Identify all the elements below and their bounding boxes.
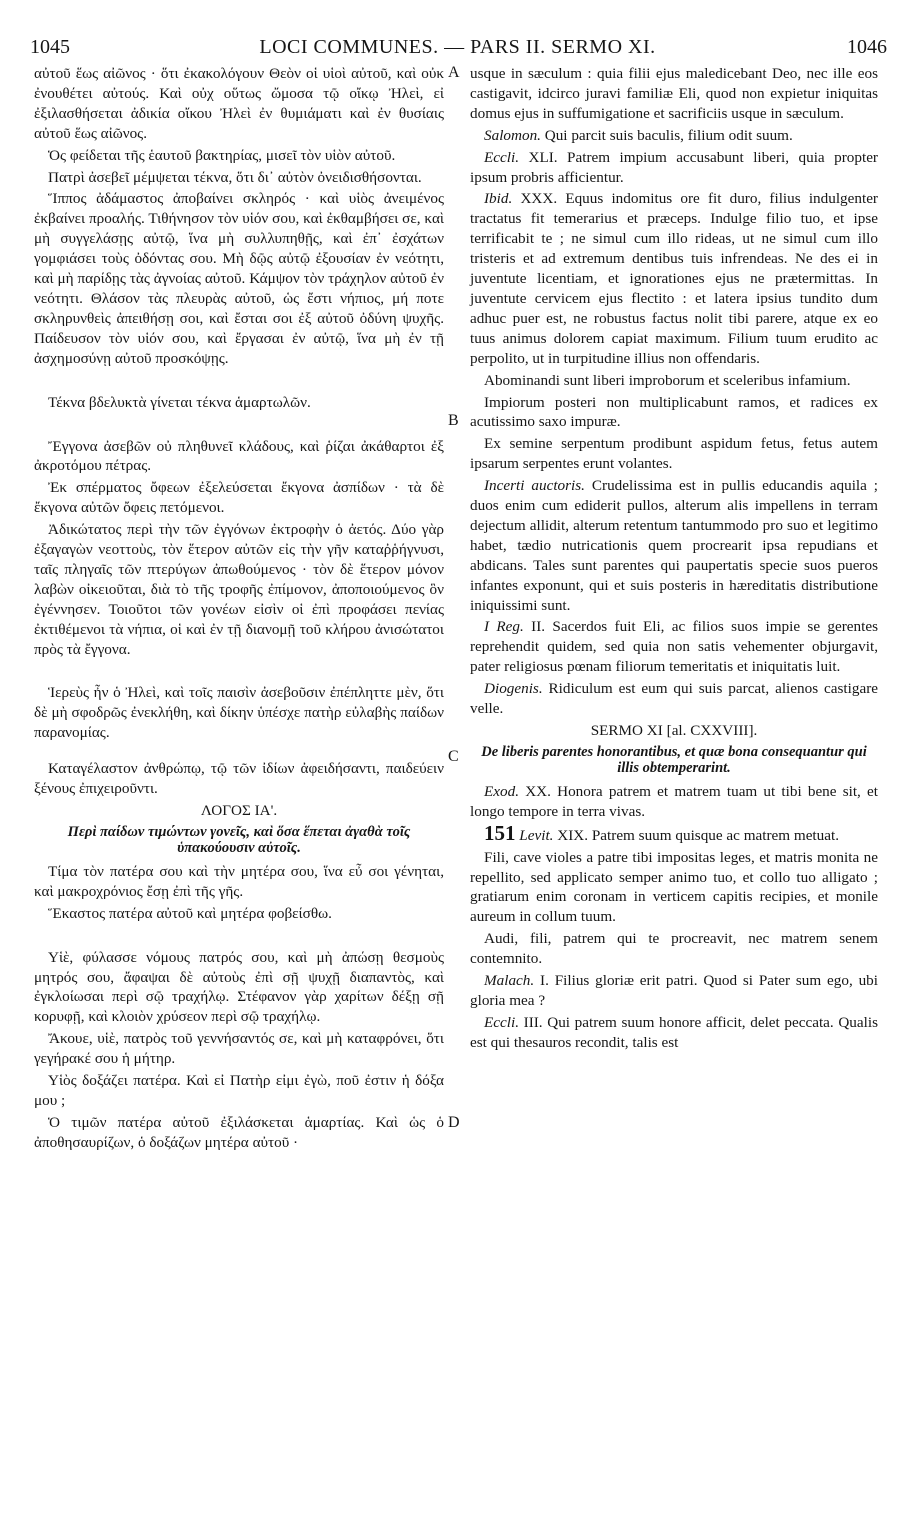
sermo-heading: SERMO XI [al. CXXVIII]. <box>590 722 758 739</box>
latin-paragraph: Fili, cave violes a patre tibi impositas leges, et matris monita ne repellito, sed applicato semper animo tuo, et collo tuo alligato ; gratiarum enim coronam in verticem capitis recipies, et monile aureum in collum tuum. <box>470 848 878 926</box>
source-reference: Malach. <box>484 972 535 990</box>
greek-paragraph: Τέκνα βδελυκτὰ γίνεται τέκνα ἁμαρτωλῶν. <box>48 393 311 411</box>
greek-paragraph: Ἕκαστος πατέρα αὐτοῦ καὶ μητέρα φοβείσθω. <box>48 904 332 922</box>
greek-paragraph: αὐτοῦ ἕως αἰῶνος · ὅτι ἐκακολόγουν Θεὸν οἱ υἱοὶ αὐτοῦ, καὶ οὐκ ἐνουθέτει αὐτούς. Καὶ οὐχ οὕτως ὤμοσα τῷ οἴκῳ Ἠλεὶ, εἰ ἐξιλασθήσεται ἀδικία οἴκου Ἠλεὶ ἐν θυμιάματι καὶ ἐν θυσίαις αὐτοῦ ἕως αἰῶνος. <box>34 65 444 142</box>
latin-paragraph: Eccli. III. Qui patrem suum honore afficit, delet peccata. Qualis est qui thesauros recondit, talis est <box>470 1013 878 1051</box>
latin-paragraph: Exod. XX. Honora patrem et matrem tuam ut tibi bene sit, et longo tempore in terra vivas. <box>470 782 878 820</box>
source-reference: Eccli. <box>484 148 519 166</box>
latin-paragraph: Salomon. Qui parcit suis baculis, filium odit suum. <box>484 126 793 144</box>
latin-paragraph: Incerti auctoris. Crudelissima est in pullis educandis aquila ; duos enim cum ediderit pullos, alterum alis impellens in terram dejectum allidit, alterum retentum tantummodo pro suo et legitimo habet, tædio nutricationis quem procrearit ipsa repudians et abdicans. Tales sunt parentes qui paupertatis specie suos pueros infantes exponunt, qui et suis posteris in hæreditatis distributione iniquissimi sunt. <box>470 477 879 614</box>
greek-paragraph: Ἄκουε, υἱὲ, πατρὸς τοῦ γεννήσαντός σε, καὶ μὴ καταφρόνει, ὅτι γεγήρακέ σου ἡ μήτηρ. <box>34 1030 444 1068</box>
source-reference: Incerti auctoris. <box>484 477 585 495</box>
margin-letter-a: A <box>448 64 460 81</box>
latin-paragraph: I Reg. II. Sacerdos fuit Eli, ac filios suos impie se gerentes reprehendit quidem, sed quia non satis vehementer objurgavit, pater religiosus pœnam filiorum temeritatis et iniquitatis luit. <box>470 618 879 676</box>
source-reference: Exod. <box>484 782 520 800</box>
greek-paragraph: Ἔγγονα ἀσεβῶν οὐ πληθυνεῖ κλάδους, καὶ ῥίζαι ἀκάθαρτοι ἐξ ἀκροτόμου πέτρας. <box>34 437 444 475</box>
page-number-right: 1046 <box>847 36 887 58</box>
logos-subheading: Περὶ παίδων τιμώντων γονεῖς, καὶ ὅσα ἕπεται ἀγαθὰ τοῖς ὑπακούουσιν αὐτοῖς. <box>67 823 411 856</box>
latin-column <box>470 64 878 1055</box>
running-header <box>28 36 887 62</box>
greek-paragraph: Ἵππος ἀδάμαστος ἀποβαίνει σκληρός · καὶ υἱὸς ἀνειμένος ἐκβαίνει προαλής. Τιθήνησον τὸν υἱόν σου, καὶ ἐκθαμβήσει σε, καὶ μὴ συγγελάσῃς αὐτῷ, ἵνα μὴ συλλυπηθῇς, καὶ ἐπ᾽ ἐσχάτων γομφιάσει τοὺς ὀδόντας σου. Μὴ δῷς αὐτῷ ἐξουσίαν ἐν νεότητι, καὶ μὴ παρίδῃς τὰς ἀγνοίας αὐτοῦ. Κάμψον τὸν τράχηλον αὐτοῦ ἐν νεότητι. Θλάσον τὰς πλευρὰς αὐτοῦ, ὡς ἔστι νήπιος, μή ποτε σκληρυνθεὶς ἀπειθήσῃ σοι, καὶ ἔσται σοι ἐξ αὐτοῦ ὀδύνη ψυχῆς. Παίδευσον τὸν υἱόν σου, καὶ ἔργασαι ἐν αὐτῷ, ἵνα μὴ ἐν τῇ ἀσχημοσύνῃ αὐτοῦ προσκόψῃς. <box>34 190 444 367</box>
logos-heading: ΛΟΓΟΣ ΙΑ'. <box>200 802 278 819</box>
greek-paragraph: Ὁς φείδεται τῆς ἑαυτοῦ βακτηρίας, μισεῖ τὸν υἱὸν αὐτοῦ. <box>48 146 396 164</box>
column-number: 151 <box>484 820 516 845</box>
latin-paragraph: Audi, fili, patrem qui te procreavit, nec matrem senem contemnito. <box>470 930 878 968</box>
latin-paragraph: Impiorum posteri non multiplicabunt ramos, et radices ex acutissimo saxo impuræ. <box>470 393 878 431</box>
greek-paragraph: Ἀδικώτατος περὶ τὴν τῶν ἐγγόνων ἐκτροφὴν ὁ ἀετός. Δύο γὰρ ἐξαγαγὼν νεοττοὺς, τὸν ἕτερον αὐτῶν εἰς τὴν γῆν καταῤῥήγνυσι, ταῖς πληγαῖς τῶν πτερύγων ἀπωθούμενος · τὸν δὲ ἕτερον μόνον λαβὼν οἰκειοῦται, διὰ τὸ τῆς τροφῆς ἐπίμονον, ἀποποιούμενος ὃν ἐγέννησεν. Τοιοῦτοι τῶν γονέων εἰσὶν οἱ ἐπὶ προφάσει πενίας ἐκτιθέμενοι τὰ νήπια, οἱ καὶ ἐν τῇ διανομῇ τοῦ κλήρου ἀνισώτατοι πρὸς τὰ ἔγγονα. <box>34 521 444 658</box>
latin-paragraph: Malach. I. Filius gloriæ erit patri. Quod si Pater sum ego, ubi gloria mea ? <box>470 972 878 1009</box>
margin-letter-d: D <box>448 1114 460 1131</box>
greek-paragraph: Καταγέλαστον ἀνθρώπῳ, τῷ τῶν ἰδίων ἀφειδήσαντι, παιδεύειν ξένους ἐπιχειροῦντι. <box>34 760 444 798</box>
greek-paragraph: Ὁ τιμῶν πατέρα αὐτοῦ ἐξιλάσκεται ἁμαρτίας. Καὶ ὡς ὁ ἀποθησαυρίζων, ὁ δοξάζων μητέρα αὐτοῦ · <box>34 1113 444 1151</box>
source-reference: Levit. <box>515 826 554 844</box>
greek-paragraph: Υἱὲ, φύλασσε νόμους πατρός σου, καὶ μὴ ἀπώσῃ θεσμοὺς μητρός σου, ἄφαψαι δὲ αὐτοὺς ἐπὶ σῇ ψυχῇ διαπαντὸς, καὶ ἐγκλοίωσαι περὶ σῷ τραχήλῳ. Στέφανον γὰρ χαρίτων δέξῃ σῇ κορυφῇ, καὶ κλοιὸν χρύσεον περὶ σῷ τραχήλῳ. <box>34 948 444 1026</box>
source-reference: I Reg. <box>484 618 524 636</box>
latin-paragraph: usque in sæculum : quia filii ejus maledicebant Deo, nec ille eos castigavit, idcirco juravi familiæ Eli, quod non expietur iniquitas domus ejus in suffumigatione et sacrificiis usque in sæculum. <box>470 65 878 122</box>
source-reference: Eccli. <box>484 1013 519 1031</box>
running-title: LOCI COMMUNES. — PARS II. SERMO XI. <box>259 36 656 58</box>
greek-paragraph: Πατρὶ ἀσεβεῖ μέμψεται τέκνα, ὅτι δι᾽ αὐτὸν ὀνειδισθήσονται. <box>48 168 422 186</box>
latin-paragraph: Abominandi sunt liberi improborum et sceleribus infamium. <box>484 371 851 389</box>
greek-paragraph: Τίμα τὸν πατέρα σου καὶ τὴν μητέρα σου, ἵνα εὖ σοι γένηται, καὶ μακροχρόνιος ἔσῃ ἐπὶ τῆς γῆς. <box>34 862 444 900</box>
page-number-left: 1045 <box>30 36 70 58</box>
source-reference: Ibid. <box>484 190 513 208</box>
greek-paragraph: Ἐκ σπέρματος ὄφεων ἐξελεύσεται ἔκγονα ἀσπίδων · τὰ δὲ ἔκγονα αὐτῶν ὄφεις πετόμενοι. <box>34 479 444 517</box>
latin-paragraph: Ex semine serpentum prodibunt aspidum fetus, fetus autem ipsarum serpentes erunt volantes. <box>470 435 878 473</box>
latin-paragraph: Eccli. XLI. Patrem impium accusabunt liberi, quia propter ipsum probris afficientur. <box>470 148 878 186</box>
latin-paragraph: Diogenis. Ridiculum est eum qui suis parcat, alienos castigare velle. <box>470 680 878 718</box>
greek-paragraph: Υἱὸς δοξάζει πατέρα. Καὶ εἰ Πατὴρ εἰμι ἐγὼ, ποῦ ἐστιν ἡ δόξα μου ; <box>34 1072 444 1109</box>
latin-paragraph: 151 Levit. XIX. Patrem suum quisque ac matrem metuat. <box>484 820 840 845</box>
source-reference: Salomon. <box>484 126 541 144</box>
sermo-subheading: De liberis parentes honorantibus, et quæ bona consequantur qui illis obtemperarint. <box>481 743 867 776</box>
source-reference: Diogenis. <box>484 680 543 698</box>
margin-letter-c: C <box>448 748 459 765</box>
margin-letter-b: B <box>448 412 459 429</box>
latin-paragraph: Ibid. XXX. Equus indomitus ore fit duro, filius indulgenter tractatus fit temerarius et præceps. Indulge filio tuo, et ipse terrificabit te ; ne simul cum illo rideas, ut ne simul cum illo tristeris et ad extremum dentibus tuis infrendeas. Ne des ei in juventute licentiam, et ignorationes ejus ne prætermittas. In juventute cervicem ejus flectito : et latera ipsius tundito dum adhuc puer est, ne robustus factus nolit tibi parere, atque ex eo tuus animus dolorem capiat maximum. Filium tuum erudito ac perpolito, ut in turpitudine illius non offendaris. <box>470 190 878 367</box>
greek-column <box>34 64 444 1155</box>
greek-paragraph: Ἱερεὺς ἦν ὁ Ἠλεὶ, καὶ τοῖς παισὶν ἀσεβοῦσιν ἐπέπληττε μὲν, ὅτι δὲ μὴ σφοδρῶς ἐνεκλήθη, καὶ δίκην ὑπέσχε πατὴρ εὐλαβὴς παίδων παρανομίας. <box>34 684 444 742</box>
